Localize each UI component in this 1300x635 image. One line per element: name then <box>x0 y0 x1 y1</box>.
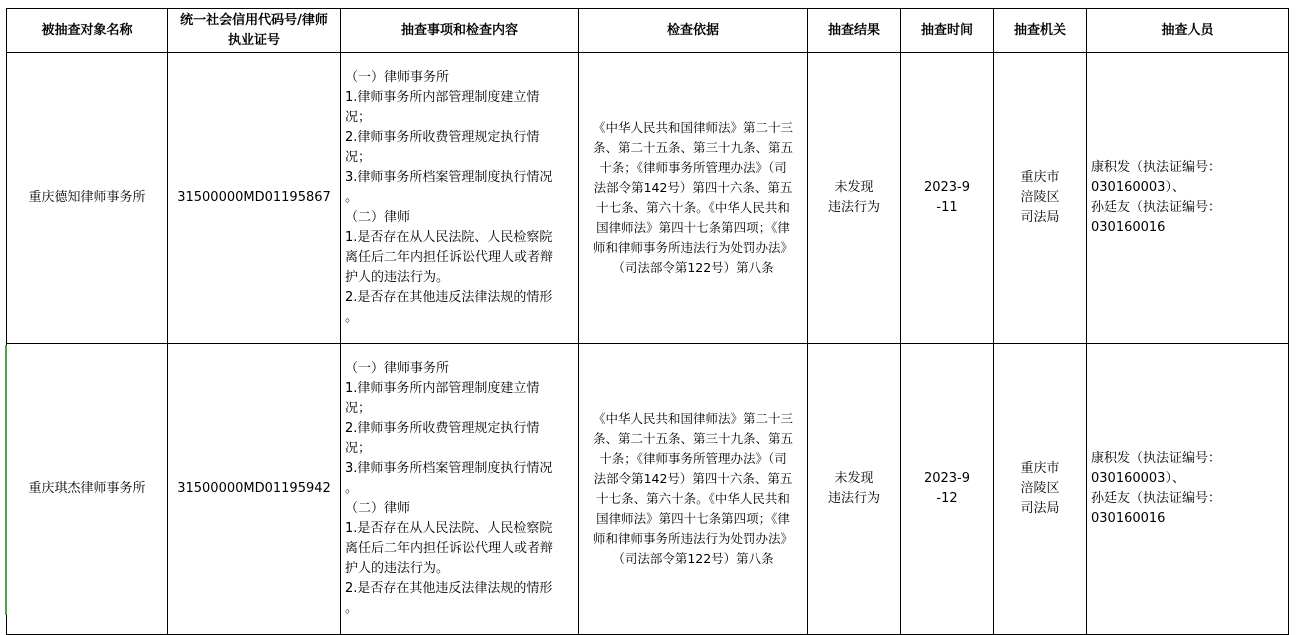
staff-line: 030160016 <box>1091 220 1166 235</box>
cell-staff <box>1087 344 1289 635</box>
header-result: 抽查结果 <box>808 9 901 53</box>
table-row[interactable] <box>7 53 1289 344</box>
items-line: 况； <box>345 441 372 456</box>
cell-check-items <box>341 53 579 344</box>
result-line: 未发现 <box>834 471 874 486</box>
basis-line: 《中华人民共和国律师法》第二十三 <box>592 411 793 426</box>
items-line: 。 <box>345 601 359 616</box>
agency-line: 重庆市 <box>1020 170 1060 185</box>
result-line: 违法行为 <box>827 200 880 215</box>
cell-object-name: 重庆德知律师事务所 <box>7 53 168 344</box>
header-row <box>7 9 1289 53</box>
items-line: 1.律师事务所内部管理制度建立情 <box>345 90 540 105</box>
inspection-table <box>6 8 1289 635</box>
items-line: 护人的违法行为。 <box>345 270 450 285</box>
agency-line: 司法局 <box>1020 501 1060 516</box>
header-basis: 检查依据 <box>579 9 808 53</box>
header-code-line2: 执业证号 <box>227 32 280 48</box>
time-line: -12 <box>936 491 958 506</box>
cell-object-name: 重庆琪杰律师事务所 <box>7 344 168 635</box>
result-line: 未发现 <box>834 180 874 195</box>
cell-basis <box>579 53 808 344</box>
items-line: 3.律师事务所档案管理制度执行情况 <box>345 170 553 185</box>
items-line: 离任后二年内担任诉讼代理人或者辩 <box>345 541 554 556</box>
basis-line: （司法部令第122号）第八条 <box>612 551 774 566</box>
staff-line: 孙廷友（执法证编号： <box>1091 200 1222 215</box>
items-line: （二）律师 <box>345 501 411 516</box>
time-line: -11 <box>936 200 958 215</box>
cell-result <box>808 344 901 635</box>
header-code-line1: 统一社会信用代码号/律师 <box>180 12 328 28</box>
items-line: （一）律师事务所 <box>345 361 450 376</box>
items-line: 3.律师事务所档案管理制度执行情况 <box>345 461 553 476</box>
cell-credit-code: 31500000MD01195867 <box>168 53 341 344</box>
row-selection-marker <box>5 345 7 615</box>
cell-credit-code: 31500000MD01195942 <box>168 344 341 635</box>
items-line: （一）律师事务所 <box>345 70 450 85</box>
agency-line: 司法局 <box>1020 210 1060 225</box>
items-line: 1.律师事务所内部管理制度建立情 <box>345 381 540 396</box>
basis-line: （司法部令第122号）第八条 <box>612 260 774 275</box>
basis-line: 十条；《律师事务所管理办法》（司 <box>599 451 787 466</box>
items-line: 。 <box>345 481 359 496</box>
cell-staff <box>1087 53 1289 344</box>
cell-agency <box>994 344 1087 635</box>
time-line: 2023-9 <box>923 180 971 195</box>
basis-line: 国律师法》第四十七条第四项；《律 <box>596 220 790 235</box>
header-time: 抽查时间 <box>901 9 994 53</box>
basis-line: 条、第二十五条、第三十九条、第五 <box>592 431 793 446</box>
staff-line: 030160003）、 <box>1091 471 1185 486</box>
cell-time <box>901 53 994 344</box>
items-line: 离任后二年内担任诉讼代理人或者辩 <box>345 250 554 265</box>
basis-line: 师和律师事务所违法行为处罚办法》 <box>592 240 793 255</box>
basis-line: 国律师法》第四十七条第四项；《律 <box>596 511 790 526</box>
basis-line: 十七条、第六十条。《中华人民共和 <box>596 491 790 506</box>
basis-line: 法部令第142号）第四十六条、第五 <box>593 180 793 195</box>
header-code <box>168 9 341 53</box>
items-line: 况； <box>345 150 372 165</box>
cell-time <box>901 344 994 635</box>
items-line: 1.是否存在从人民法院、人民检察院 <box>345 230 553 245</box>
items-line: 2.律师事务所收费管理规定执行情 <box>345 130 540 145</box>
header-staff: 抽查人员 <box>1087 9 1289 53</box>
page-edge <box>1296 0 1300 622</box>
basis-line: 法部令第142号）第四十六条、第五 <box>593 471 793 486</box>
items-line: 2.是否存在其他违反法律法规的情形 <box>345 581 553 596</box>
items-line: 护人的违法行为。 <box>345 561 450 576</box>
staff-line: 030160016 <box>1091 511 1166 526</box>
staff-line: 030160003）、 <box>1091 180 1185 195</box>
time-line: 2023-9 <box>923 471 971 486</box>
basis-line: 师和律师事务所违法行为处罚办法》 <box>592 531 793 546</box>
basis-line: 《中华人民共和国律师法》第二十三 <box>592 120 793 135</box>
header-agency: 抽查机关 <box>994 9 1087 53</box>
header-items: 抽查事项和检查内容 <box>341 9 579 53</box>
result-line: 违法行为 <box>827 491 880 506</box>
items-line: 。 <box>345 190 359 205</box>
items-line: 况； <box>345 401 372 416</box>
agency-line: 重庆市 <box>1020 461 1060 476</box>
items-line: （二）律师 <box>345 210 411 225</box>
basis-line: 十条；《律师事务所管理办法》（司 <box>599 160 787 175</box>
items-line: 2.是否存在其他违反法律法规的情形 <box>345 290 553 305</box>
agency-line: 涪陵区 <box>1020 190 1060 205</box>
cell-result <box>808 53 901 344</box>
cell-basis <box>579 344 808 635</box>
staff-line: 孙廷友（执法证编号： <box>1091 491 1222 506</box>
staff-line: 康积发（执法证编号： <box>1091 160 1222 175</box>
basis-line: 条、第二十五条、第三十九条、第五 <box>592 140 793 155</box>
staff-line: 康积发（执法证编号： <box>1091 451 1222 466</box>
cell-agency <box>994 53 1087 344</box>
items-line: 况； <box>345 110 372 125</box>
header-name: 被抽查对象名称 <box>7 9 168 53</box>
basis-line: 十七条、第六十条。《中华人民共和 <box>596 200 790 215</box>
agency-line: 涪陵区 <box>1020 481 1060 496</box>
items-line: 2.律师事务所收费管理规定执行情 <box>345 421 540 436</box>
cell-check-items <box>341 344 579 635</box>
items-line: 。 <box>345 310 359 325</box>
items-line: 1.是否存在从人民法院、人民检察院 <box>345 521 553 536</box>
table-row[interactable] <box>7 344 1289 635</box>
